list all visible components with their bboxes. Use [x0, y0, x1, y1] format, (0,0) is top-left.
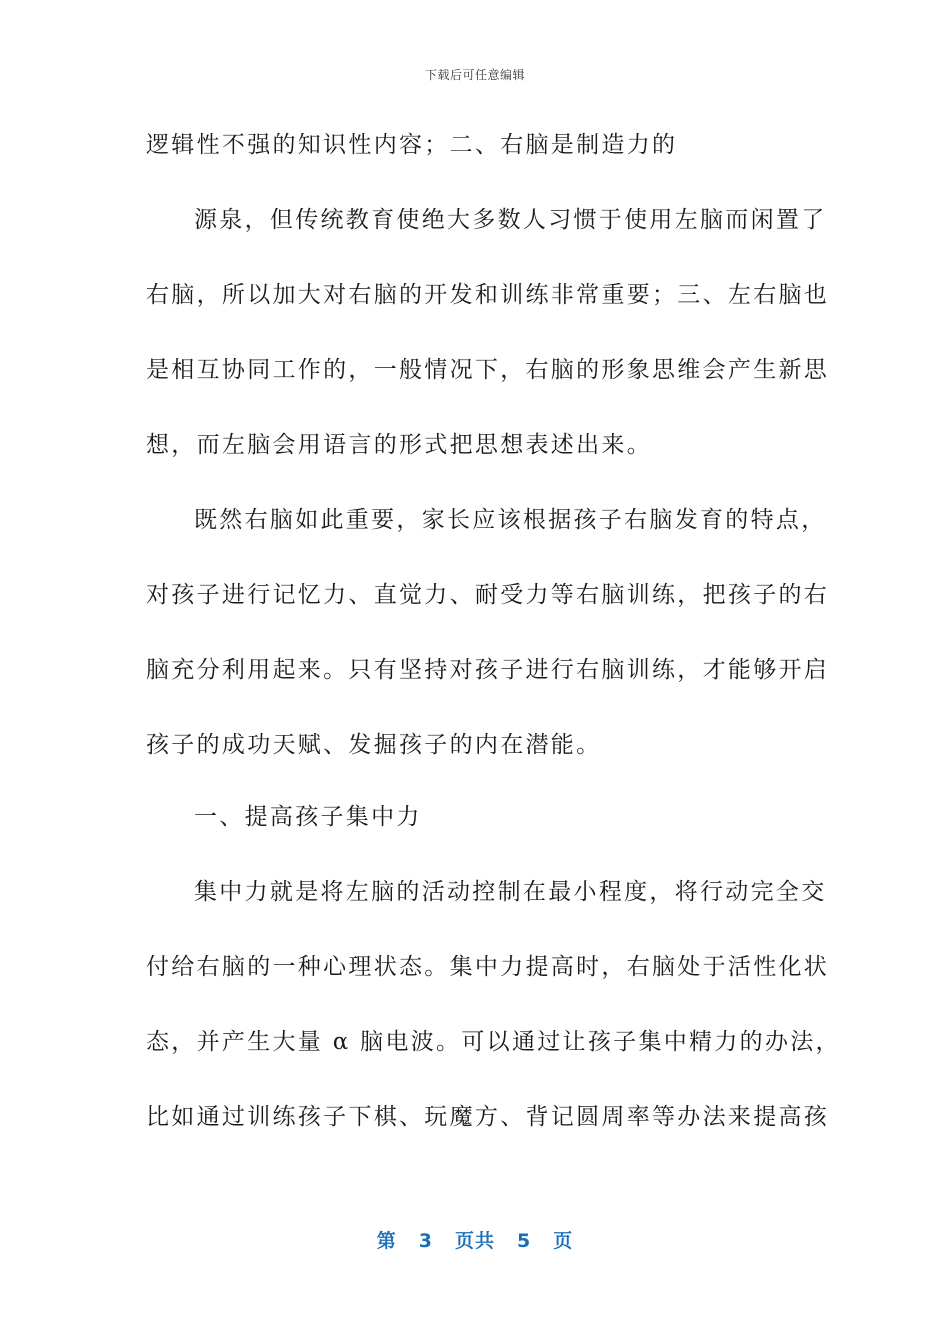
paragraph-line: 想，而左脑会用语言的形式把思想表述出来。 — [146, 432, 652, 458]
footer-middle: 页共 — [454, 1230, 495, 1252]
paragraph-line: 右脑，所以加大对右脑的开发和训练非常重要；三、左右脑也 — [146, 282, 830, 308]
paragraph-line: 源泉，但传统教育使绝大多数人习惯于使用左脑而闲置了 — [194, 207, 827, 233]
paragraph-line: 态，并产生大量 α 脑电波。可以通过让孩子集中精力的办法， — [146, 1029, 841, 1055]
paragraph-line: 比如通过训练孩子下棋、玩魔方、背记圆周率等办法来提高孩 — [146, 1104, 830, 1130]
footer-prefix: 第 — [376, 1230, 397, 1252]
paragraph-line: 付给右脑的一种心理状态。集中力提高时，右脑处于活性化状 — [146, 954, 830, 980]
paragraph-line: 脑充分利用起来。只有坚持对孩子进行右脑训练，才能够开启 — [146, 657, 830, 683]
paragraph-line: 对孩子进行记忆力、直觉力、耐受力等右脑训练，把孩子的右 — [146, 582, 830, 608]
paragraph-line: 是相互协同工作的，一般情况下，右脑的形象思维会产生新思 — [146, 357, 830, 383]
page-header: 下载后可任意编辑 — [424, 68, 525, 82]
paragraph-line: 集中力就是将左脑的活动控制在最小程度，将行动完全交 — [194, 879, 827, 905]
section-heading: 一、提高孩子集中力 — [194, 804, 422, 830]
footer-total-pages: 5 — [517, 1230, 532, 1252]
paragraph-line: 逻辑性不强的知识性内容；二、右脑是制造力的 — [146, 132, 678, 158]
paragraph-line: 孩子的成功天赋、发掘孩子的内在潜能。 — [146, 732, 602, 758]
footer-current-page: 3 — [418, 1230, 433, 1252]
paragraph-line: 既然右脑如此重要，家长应该根据孩子右脑发育的特点， — [194, 507, 827, 533]
footer-suffix: 页 — [553, 1230, 574, 1252]
page-footer — [0, 1226, 950, 1253]
